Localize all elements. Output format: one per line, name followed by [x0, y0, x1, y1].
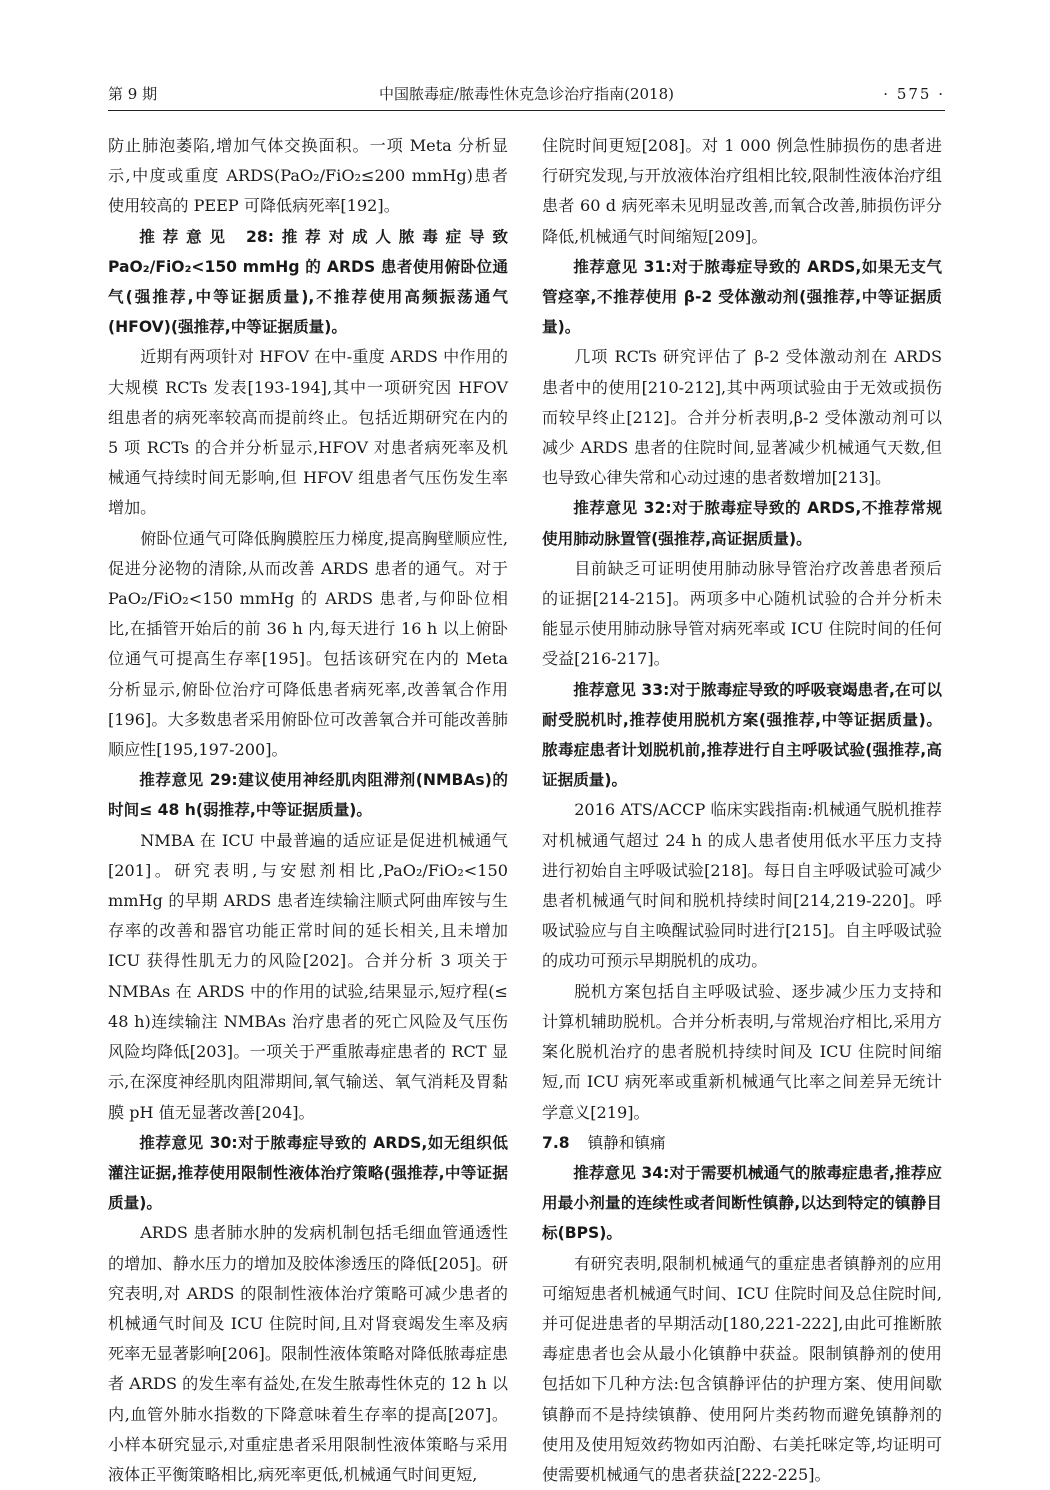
body-paragraph: 几项 RCTs 研究评估了 β-2 受体激动剂在 ARDS 患者中的使用[210-212],其中两项试验由于无效或损伤而较早终止[212]。合并分析表明,β-2 受体激动剂可以减少 ARDS 患者的住院时间,显著减少机械通气天数,但也导致心律失常和心动过速的患者数增加[213]。	[542, 347, 942, 488]
recommendation-paragraph: 推荐意见 28:推荐对成人脓毒症导致 PaO₂/FiO₂<150 mmHg 的 ARDS 患者使用俯卧位通气(强推荐,中等证据质量),不推荐使用高频振荡通气(HFOV)(强推荐,中等证据质量)。	[108, 227, 508, 337]
body-paragraph: ARDS 患者肺水肿的发病机制包括毛细血管通透性的增加、静水压力的增加及胶体渗透压的降低[205]。研究表明,对 ARDS 的限制性液体治疗策略可减少患者的机械通气时间及 ICU 住院时间,且对肾衰竭发生率及病死率无显著影响[206]。限制性液体策略对降低脓毒症患者 ARDS 的发生率有益处,在发生脓毒性休克的 12 h 以内,血管外肺水指数的下降意味着生存率的提高[207]。小样本研究显示,对重症患者采用限制性液体策略与采用液体正平衡策略相比,病死率更低,机械通气时间更短,	[108, 1223, 508, 1484]
left-column	[108, 131, 508, 1490]
issue-label: 第 9 期	[108, 85, 158, 103]
section-heading	[542, 1128, 942, 1158]
recommendation-paragraph: 推荐意见 34:对于需要机械通气的脓毒症患者,推荐应用最小剂量的连续性或者间断性镇静,以达到特定的镇静目标(BPS)。	[542, 1163, 942, 1243]
running-header	[108, 78, 945, 111]
body-paragraph: NMBA 在 ICU 中最普遍的适应证是促进机械通气[201]。研究表明,与安慰剂相比,PaO₂/FiO₂<150 mmHg 的早期 ARDS 患者连续输注顺式阿曲库铵与生存率的改善和器官功能正常时间的延长相关,且未增加 ICU 获得性肌无力的风险[202]。合并分析 3 项关于 NMBAs 在 ARDS 中的作用的试验,结果显示,短疗程(≤ 48 h)连续输注 NMBAs 治疗患者的死亡风险及气压伤风险均降低[203]。一项关于严重脓毒症患者的 RCT 显示,在深度神经肌肉阻滞期间,氧气输送、氧气消耗及胃黏膜 pH 值无显著改善[204]。	[108, 830, 508, 1122]
body-paragraph: 2016 ATS/ACCP 临床实践指南:机械通气脱机推荐对机械通气超过 24 h 的成人患者使用低水平压力支持进行初始自主呼吸试验[218]。每日自主呼吸试验可减少患者机械通气时间和脱机持续时间[214,219-220]。呼吸试验应与自主唤醒试验同时进行[215]。自主呼吸试验的成功可预示早期脱机的成功。	[542, 800, 942, 971]
section-title: 镇静和镇痛	[587, 1133, 666, 1152]
recommendation-paragraph: 推荐意见 29:建议使用神经肌肉阻滞剂(NMBAs)的时间≤ 48 h(弱推荐,中等证据质量)。	[108, 771, 508, 820]
body-paragraph: 脱机方案包括自主呼吸试验、逐步减少压力支持和计算机辅助脱机。合并分析表明,与常规治疗相比,采用方案化脱机治疗的患者脱机持续时间及 ICU 住院时间缩短,而 ICU 病死率或重新机械通气比率之间差异无统计学意义[219]。	[542, 981, 942, 1122]
body-paragraph: 目前缺乏可证明使用肺动脉导管治疗改善患者预后的证据[214-215]。两项多中心随机试验的合并分析未能显示使用肺动脉导管对病死率或 ICU 住院时间的任何受益[216-217]。	[542, 558, 942, 669]
section-number: 7.8	[542, 1133, 570, 1152]
recommendation-paragraph: 推荐意见 32:对于脓毒症导致的 ARDS,不推荐常规使用肺动脉置管(强推荐,高证据质量)。	[542, 499, 942, 548]
body-paragraph: 住院时间更短[208]。对 1 000 例急性肺损伤的患者进行研究发现,与开放液体治疗组相比较,限制性液体治疗组患者 60 d 病死率未见明显改善,而氧合改善,肺损伤评分降低,机械通气时间缩短[209]。	[542, 136, 942, 246]
recommendation-paragraph: 推荐意见 33:对于脓毒症导致的呼吸衰竭患者,在可以耐受脱机时,推荐使用脱机方案(强推荐,中等证据质量)。脓毒症患者计划脱机前,推荐进行自主呼吸试验(强推荐,高证据质量)。	[542, 680, 942, 790]
body-paragraph: 近期有两项针对 HFOV 在中-重度 ARDS 中作用的大规模 RCTs 发表[193-194],其中一项研究因 HFOV 组患者的病死率较高而提前终止。包括近期研究在内的 5 项 RCTs 的合并分析显示,HFOV 对患者病死率及机械通气持续时间无影响,但 HFOV 组患者气压伤发生率增加。	[108, 347, 508, 518]
recommendation-paragraph: 推荐意见 31:对于脓毒症导致的 ARDS,如果无支气管痉挛,不推荐使用 β-2 受体激动剂(强推荐,中等证据质量)。	[542, 257, 942, 337]
journal-title: 中国脓毒症/脓毒性休克急诊治疗指南(2018)	[379, 85, 674, 103]
right-column	[542, 131, 942, 1490]
body-paragraph: 防止肺泡萎陷,增加气体交换面积。一项 Meta 分析显示,中度或重度 ARDS(PaO₂/FiO₂≤200 mmHg)患者使用较高的 PEEP 可降低病死率[192]。	[108, 136, 508, 216]
recommendation-paragraph: 推荐意见 30:对于脓毒症导致的 ARDS,如无组织低灌注证据,推荐使用限制性液体治疗策略(强推荐,中等证据质量)。	[108, 1133, 508, 1213]
body-paragraph: 有研究表明,限制机械通气的重症患者镇静剂的应用可缩短患者机械通气时间、ICU 住院时间及总住院时间,并可促进患者的早期活动[180,221-222],由此可推断脓毒症患者也会从最小化镇静中获益。限制镇静剂的使用包括如下几种方法:包含镇静评估的护理方案、使用间歇镇静而不是持续镇静、使用阿片类药物而避免镇静剂的使用及使用短效药物如丙泊酚、右美托咪定等,均证明可使需要机械通气的患者获益[222-225]。	[542, 1253, 942, 1484]
body-paragraph: 俯卧位通气可降低胸膜腔压力梯度,提高胸壁顺应性,促进分泌物的清除,从而改善 ARDS 患者的通气。对于 PaO₂/FiO₂<150 mmHg 的 ARDS 患者,与仰卧位相比,在插管开始后的前 36 h 内,每天进行 16 h 以上俯卧位通气可提高生存率[195]。包括该研究在内的 Meta 分析显示,俯卧位治疗可降低患者病死率,改善氧合作用[196]。大多数患者采用俯卧位可改善氧合并可能改善肺顺应性[195,197-200]。	[108, 528, 508, 760]
page-number: · 575 ·	[883, 85, 945, 103]
